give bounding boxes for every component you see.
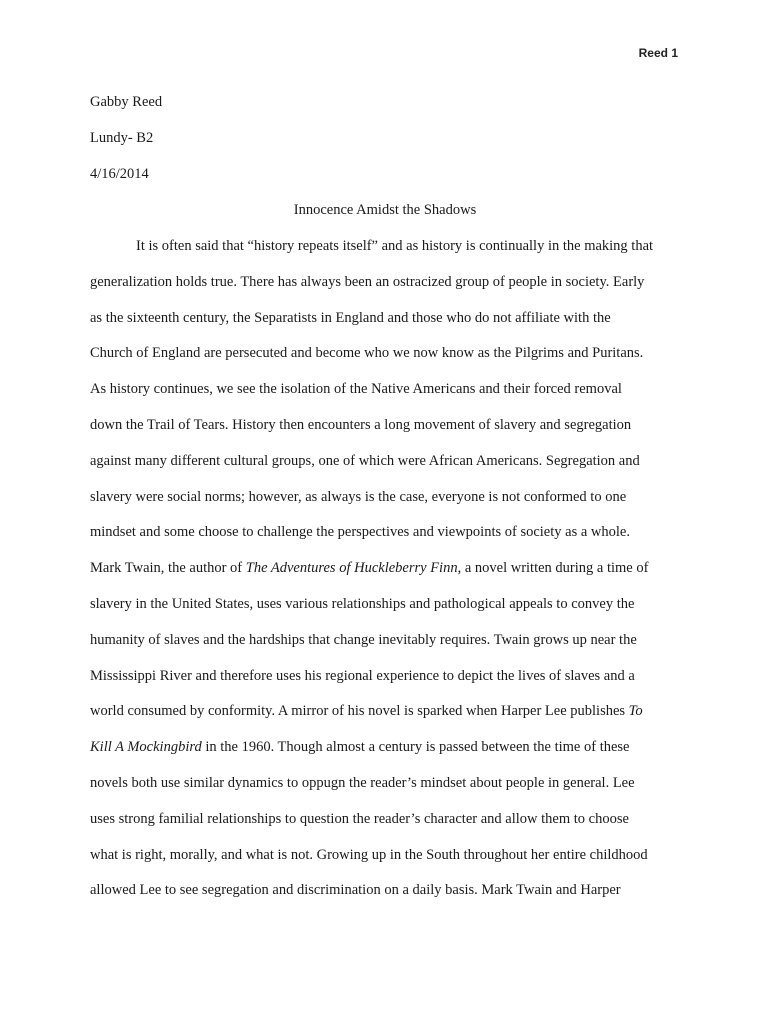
body-line: against many different cultural groups, one of which were African Americans. Segregation and — [90, 452, 640, 469]
author-name: Gabby Reed — [90, 94, 163, 110]
mla-heading — [90, 91, 680, 199]
body-line: As history continues, we see the isolation of the Native Americans and their forced removal — [90, 381, 622, 398]
essay-date: 4/16/2014 — [90, 166, 149, 182]
body-line: as the sixteenth century, the Separatists in England and those who do not affiliate with the — [90, 309, 611, 326]
body-text-span: world consumed by conformity. A mirror of his novel is sparked when Harper Lee publishes — [90, 703, 629, 720]
book-title-mockingbird-part2: Kill A Mockingbird — [90, 739, 202, 756]
body-line: slavery in the United States, uses various relationships and pathological appeals to convey the — [90, 595, 635, 612]
book-title-mockingbird-part1: To — [628, 703, 643, 720]
class-name: Lundy- B2 — [90, 130, 154, 146]
body-line — [90, 700, 690, 736]
body-line: novels both use similar dynamics to oppugn the reader’s mindset about people in general. Lee — [90, 774, 635, 791]
body-line: Church of England are persecuted and become who we now know as the Pilgrims and Puritans. — [90, 345, 644, 362]
book-title-huckleberry-finn: The Adventures of Huckleberry Finn — [245, 560, 458, 577]
body-text-span: , a novel written during a time of — [457, 560, 649, 577]
body-line: mindset and some choose to challenge the perspectives and viewpoints of society as a whole. — [90, 524, 630, 541]
body-line: what is right, morally, and what is not. Growing up in the South throughout her entire childhood — [90, 846, 648, 863]
running-header: Reed 1 — [638, 46, 678, 60]
body-line: It is often said that “history repeats itself” and as history is continually in the making that — [136, 238, 654, 254]
body-line: humanity of slaves and the hardships that change inevitably requires. Twain grows up near the — [90, 631, 637, 648]
essay-body — [90, 235, 690, 915]
body-line: slavery were social norms; however, as always is the case, everyone is not conformed to one — [90, 488, 627, 505]
body-text-span: in the 1960. Though almost a century is passed between the time of these — [201, 739, 630, 756]
body-line: allowed Lee to see segregation and discrimination on a daily basis. Mark Twain and Harper — [90, 882, 621, 899]
body-line — [90, 736, 690, 772]
essay-title: Innocence Amidst the Shadows — [293, 202, 477, 218]
body-line: generalization holds true. There has always been an ostracized group of people in society. Early — [90, 273, 645, 290]
body-line — [90, 557, 690, 593]
body-text-span: Mark Twain, the author of — [90, 560, 246, 577]
body-line: uses strong familial relationships to question the reader’s character and allow them to choose — [90, 810, 629, 827]
body-line: Mississippi River and therefore uses his regional experience to depict the lives of slaves and a — [90, 667, 635, 684]
body-line: down the Trail of Tears. History then encounters a long movement of slavery and segregation — [90, 416, 632, 433]
